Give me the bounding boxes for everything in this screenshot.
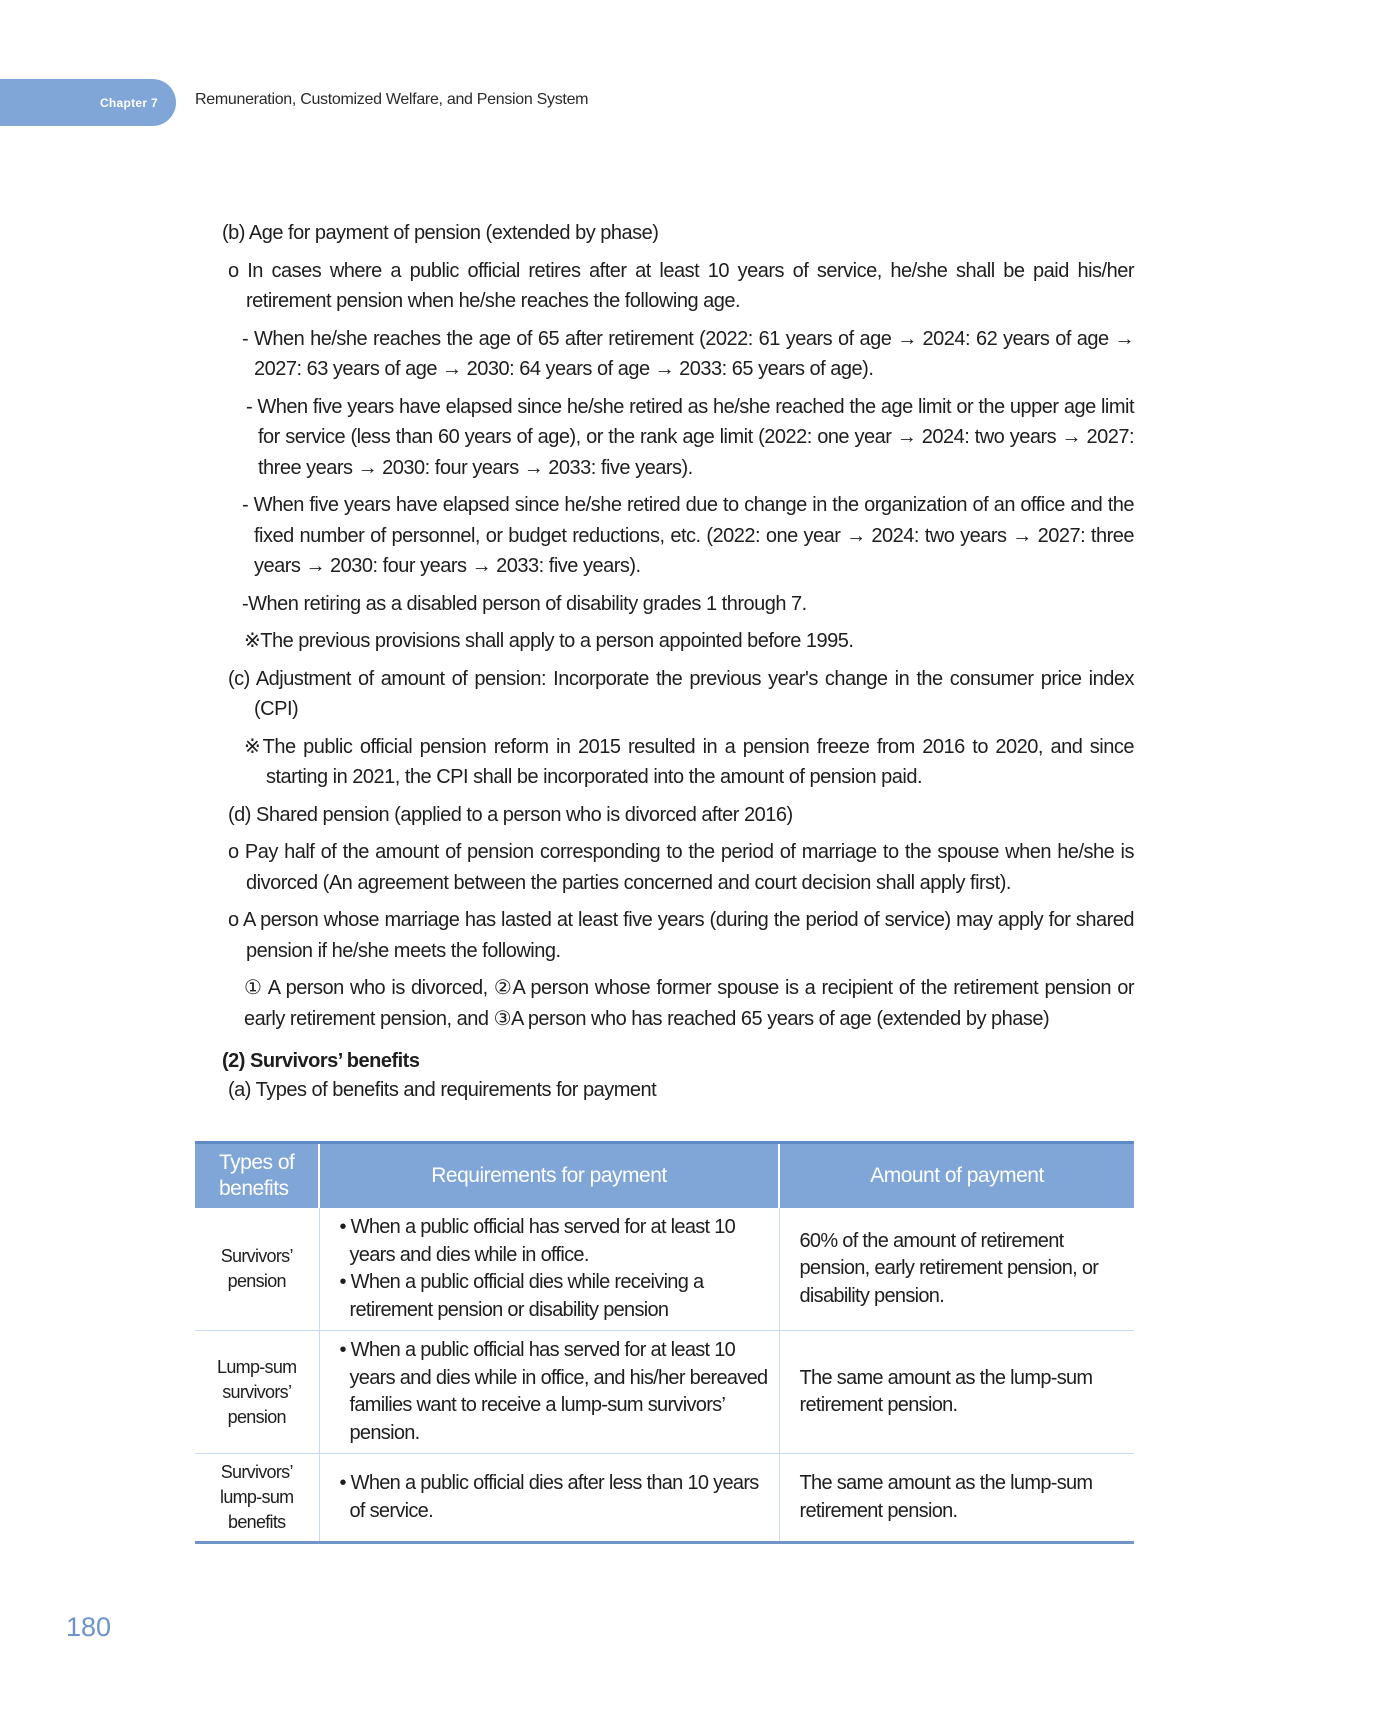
requirements-cell (319, 1208, 779, 1331)
benefit-type: Survivors’ lump-sum benefits (195, 1454, 319, 1543)
table-row (195, 1454, 1134, 1543)
table-row (195, 1331, 1134, 1454)
section-b-note: ※The previous provisions shall apply to a person appointed before 1995. (244, 630, 854, 652)
section-d-item-1: o Pay half of the amount of pension corresponding to the period of marriage to the spouse when he/she is divorced (An agreement between the parties concerned and court decision shall apply first). (228, 841, 1134, 894)
section-d-conditions: ① A person who is divorced, ②A person whose former spouse is a recipient of the retirement pension or early retirement pension, and ③A person who has reached 65 years of age (extended by phase) (244, 977, 1134, 1030)
chapter-tab (0, 79, 176, 126)
requirement-item: • When a public official dies while receiving a retirement pension or disability pension (339, 1271, 704, 1321)
requirement-item: • When a public official dies after less than 10 years of service. (339, 1472, 759, 1522)
section-d-heading: (d) Shared pension (applied to a person who is divorced after 2016) (228, 803, 793, 826)
section-c-note: ※The public official pension reform in 2015 resulted in a pension freeze from 2016 to 2020, and since starting in 2021, the CPI shall be incorporated into the amount of pension paid. (244, 735, 1134, 788)
survivors-subheading: (a) Types of benefits and requirements for payment (228, 1079, 657, 1101)
section-b-heading: (b) Age for payment of pension (extended by phase) (222, 222, 659, 244)
section-b-item-4: -When retiring as a disabled person of disability grades 1 through 7. (242, 592, 807, 615)
requirement-item: • When a public official has served for at least 10 years and dies while in office, and his/her bereaved families want to receive a lump-sum survivors’ pension. (339, 1339, 768, 1444)
section-b-item-2: - When five years have elapsed since he/she retired as he/she reached the age limit or the upper age limit for service (less than 60 years of age), or the rank age limit (2022: one year → 2024: two years → 2027: three years → 2030: four years → 2033: five years). (246, 395, 1134, 479)
section-d-item-2: o A person whose marriage has lasted at least five years (during the period of service) may apply for shared pension if he/she meets the following. (228, 909, 1134, 962)
main-content (222, 218, 1134, 1110)
page-number: 180 (66, 1612, 112, 1642)
header-requirements: Requirements for payment (319, 1143, 779, 1209)
section-b-item-3: - When five years have elapsed since he/she retired due to change in the organization of an office and the fixed number of personnel, or budget reductions, etc. (2022: one year → 2024: two years → 2027: three years → 2030: four years → 2033: five years). (242, 494, 1134, 577)
chapter-label: Chapter 7 (99, 95, 158, 110)
benefits-table (195, 1141, 1134, 1544)
requirement-item: • When a public official has served for at least 10 years and dies while in office. (339, 1216, 736, 1266)
amount-cell: 60% of the amount of retirement pension, early retirement pension, or disability pension. (779, 1208, 1134, 1331)
section-b-item-1: - When he/she reaches the age of 65 after retirement (2022: 61 years of age → 2024: 62 years of age → 2027: 63 years of age → 2030: 64 years of age → 2033: 65 years of age). (242, 327, 1134, 380)
header-amount: Amount of payment (779, 1143, 1134, 1209)
header-title: Remuneration, Customized Welfare, and Pension System (195, 91, 589, 108)
table-row (195, 1208, 1134, 1331)
header-types-of-benefits: Types of benefits (195, 1143, 319, 1209)
survivors-heading: (2) Survivors’ benefits (222, 1050, 420, 1072)
table-header-row (195, 1143, 1134, 1209)
benefit-type: Survivors’ pension (195, 1208, 319, 1331)
amount-cell: The same amount as the lump-sum retirement pension. (779, 1331, 1134, 1454)
requirements-cell (319, 1331, 779, 1454)
amount-cell: The same amount as the lump-sum retirement pension. (779, 1454, 1134, 1543)
section-b-intro: o In cases where a public official retires after at least 10 years of service, he/she shall be paid his/her retirement pension when he/she reaches the following age. (228, 259, 1134, 312)
benefit-type: Lump-sum survivors’ pension (195, 1331, 319, 1454)
requirements-cell (319, 1454, 779, 1543)
section-c-heading: (c) Adjustment of amount of pension: Incorporate the previous year's change in the consumer price index (CPI) (228, 667, 1134, 720)
